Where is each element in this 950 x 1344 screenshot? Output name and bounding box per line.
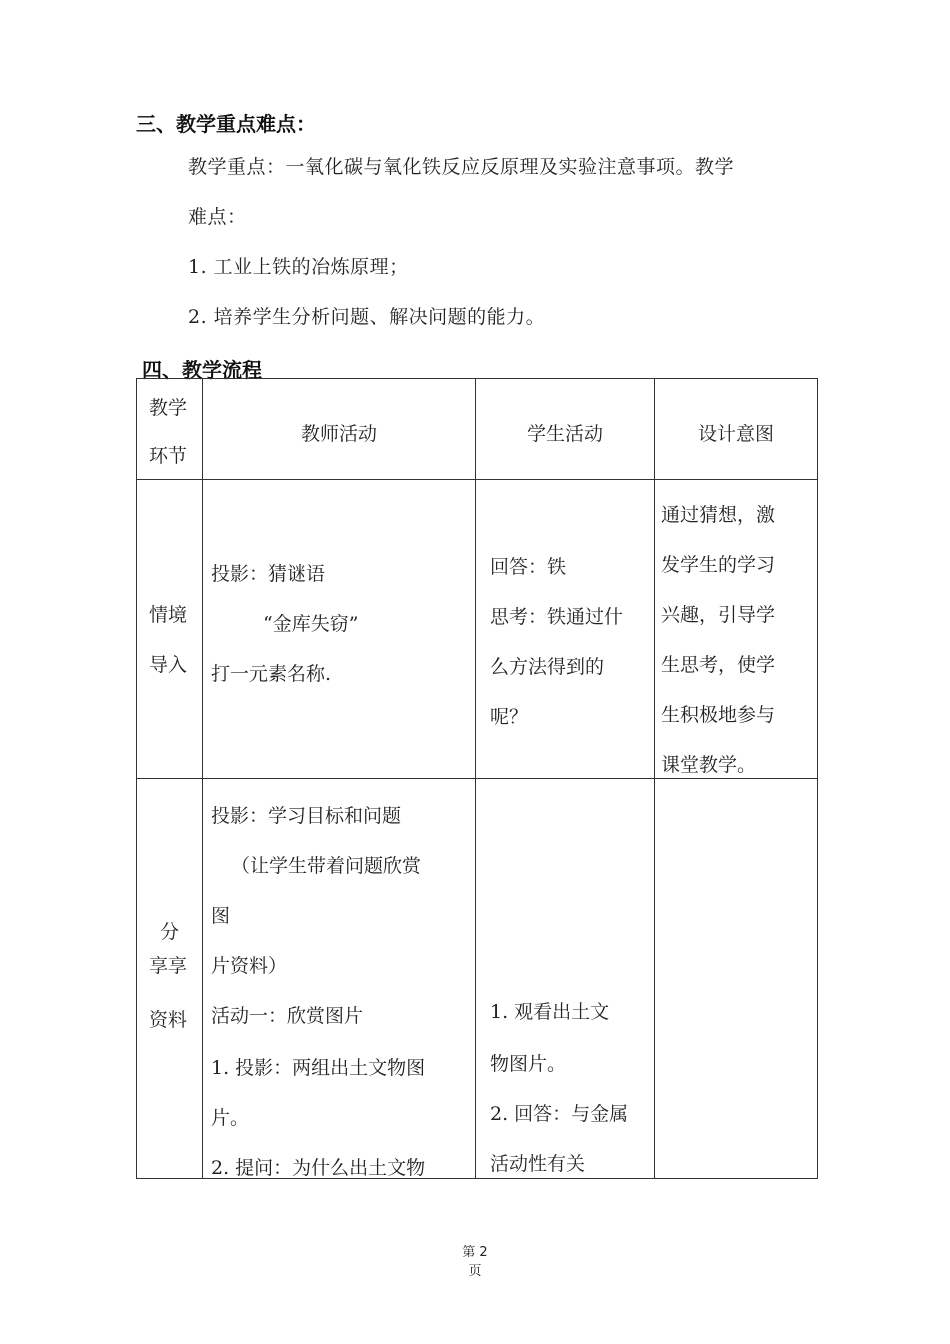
row1-intent-line-5: 生积极地参与 xyxy=(661,704,776,726)
row2-teacher-line-1: 投影：学习目标和问题 xyxy=(211,805,402,827)
row1-intent-cell xyxy=(655,480,818,779)
teaching-flow-table xyxy=(136,378,818,1179)
table-row xyxy=(137,779,818,1179)
row1-teacher-line-1: 投影：猜谜语 xyxy=(211,563,326,585)
row1-student-line-1: 回答：铁 xyxy=(490,556,567,578)
section-heading-teaching-flow: 四、教学流程 xyxy=(142,358,262,382)
header-stage-line-1: 教学 xyxy=(149,397,188,419)
difficulty-item-1: 1. 工业上铁的冶炼原理； xyxy=(188,256,409,278)
section-heading-key-points: 三、教学重点难点： xyxy=(136,112,316,136)
table-header-row xyxy=(137,379,818,480)
row1-stage-line-1: 情境 xyxy=(149,604,188,626)
row2-teacher-line-4: 片资料） xyxy=(211,955,288,977)
row1-stage-cell xyxy=(137,480,203,779)
row2-teacher-line-2: （让学生带着问题欣赏 xyxy=(231,855,422,877)
row2-teacher-line-8: 2. 提问：为什么出土文物 xyxy=(211,1157,426,1179)
key-points-line-2: 难点： xyxy=(188,206,247,228)
page-number-line-2: 页 xyxy=(468,1264,482,1279)
row1-teacher-cell xyxy=(203,480,476,779)
row1-stage-line-2: 导入 xyxy=(149,654,188,676)
page-number-line-1: 第 2 xyxy=(462,1245,488,1260)
row2-teacher-line-7: 片。 xyxy=(211,1107,250,1129)
row1-teacher-line-2: “金库失窃” xyxy=(263,613,359,635)
header-teacher-cell xyxy=(203,379,476,480)
row1-intent-line-1: 通过猜想，激 xyxy=(661,504,776,526)
row2-intent-cell xyxy=(655,779,818,1179)
row2-student-cell xyxy=(476,779,655,1179)
row1-intent-line-6: 课堂教学。 xyxy=(661,754,757,776)
row2-teacher-line-3: 图 xyxy=(211,905,231,927)
header-design-intent: 设计意图 xyxy=(697,423,774,445)
row2-stage-line-1: 分 xyxy=(159,921,179,943)
row2-student-line-3: 2. 回答：与金属 xyxy=(490,1103,629,1125)
row2-teacher-line-6: 1. 投影：两组出土文物图 xyxy=(211,1057,426,1079)
row1-student-line-4: 呢？ xyxy=(490,706,529,728)
row2-teacher-line-5: 活动一：欣赏图片 xyxy=(211,1005,364,1027)
header-intent-cell xyxy=(655,379,818,480)
header-teacher-activity: 教师活动 xyxy=(300,423,377,445)
row2-stage-line-3: 资料 xyxy=(149,1009,188,1031)
row1-teacher-line-3: 打一元素名称. xyxy=(211,663,332,685)
row2-stage-line-2: 享享 xyxy=(149,955,188,977)
header-student-activity: 学生活动 xyxy=(526,423,603,445)
row2-stage-cell xyxy=(137,779,203,1179)
row2-student-line-2: 物图片。 xyxy=(490,1053,567,1075)
row2-student-line-1: 1. 观看出土文 xyxy=(490,1001,610,1023)
row1-intent-line-2: 发学生的学习 xyxy=(661,554,776,576)
difficulty-item-2: 2. 培养学生分析问题、解决问题的能力。 xyxy=(188,306,546,328)
row2-student-line-4: 活动性有关 xyxy=(490,1153,586,1175)
row1-intent-line-4: 生思考，使学 xyxy=(661,654,776,676)
header-student-cell xyxy=(476,379,655,480)
row1-student-line-3: 么方法得到的 xyxy=(490,656,605,678)
key-points-line-1: 教学重点：一氧化碳与氧化铁反应反原理及实验注意事项。教学 xyxy=(188,156,735,178)
table-row xyxy=(137,480,818,779)
row1-intent-line-3: 兴趣，引导学 xyxy=(661,604,776,626)
header-stage-cell xyxy=(137,379,203,480)
row1-student-cell xyxy=(476,480,655,779)
row2-teacher-cell xyxy=(203,779,476,1179)
header-stage-line-2: 环节 xyxy=(149,445,188,467)
row1-student-line-2: 思考：铁通过什 xyxy=(490,606,624,628)
